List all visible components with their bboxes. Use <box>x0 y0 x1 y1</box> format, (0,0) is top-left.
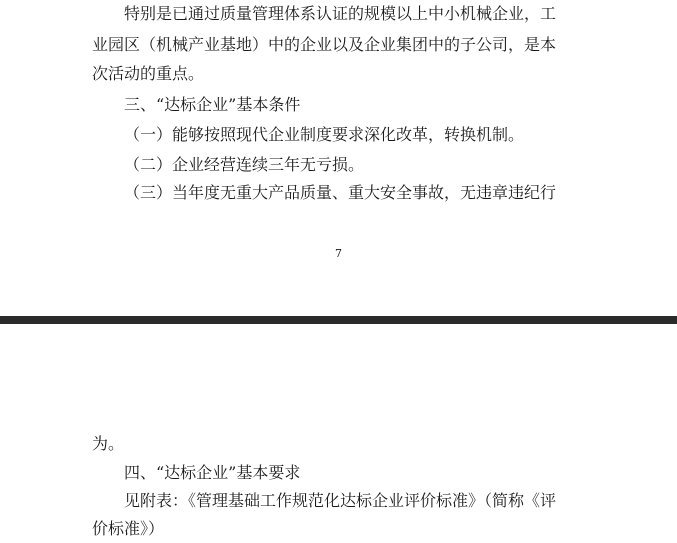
page-separator <box>0 316 677 324</box>
page-number: 7 <box>335 247 342 260</box>
paragraph-line: 业园区（机械产业基地）中的企业以及企业集团中的子公司，是本 <box>92 35 557 54</box>
paragraph-line: 为。 <box>92 434 125 453</box>
paragraph-line: 价标准》） <box>92 519 165 538</box>
paragraph-line: 次活动的重点。 <box>92 64 205 83</box>
list-item: （二）企业经营连续三年无亏损。 <box>124 155 365 174</box>
list-item: （三）当年度无重大产品质量、重大安全事故，无违章违纪行 <box>124 183 557 202</box>
document-page-bottom <box>0 324 677 543</box>
list-item: （一）能够按照现代企业制度要求深化改革，转换机制。 <box>124 125 525 144</box>
section-heading: 四、“达标企业”基本要求 <box>124 463 301 482</box>
section-heading: 三、“达标企业”基本条件 <box>124 95 301 114</box>
paragraph-line: 见附表：《管理基础工作规范化达标企业评价标准》（简称《评 <box>124 491 557 510</box>
paragraph-line: 特别是已通过质量管理体系认证的规模以上中小机械企业，工 <box>124 4 557 23</box>
